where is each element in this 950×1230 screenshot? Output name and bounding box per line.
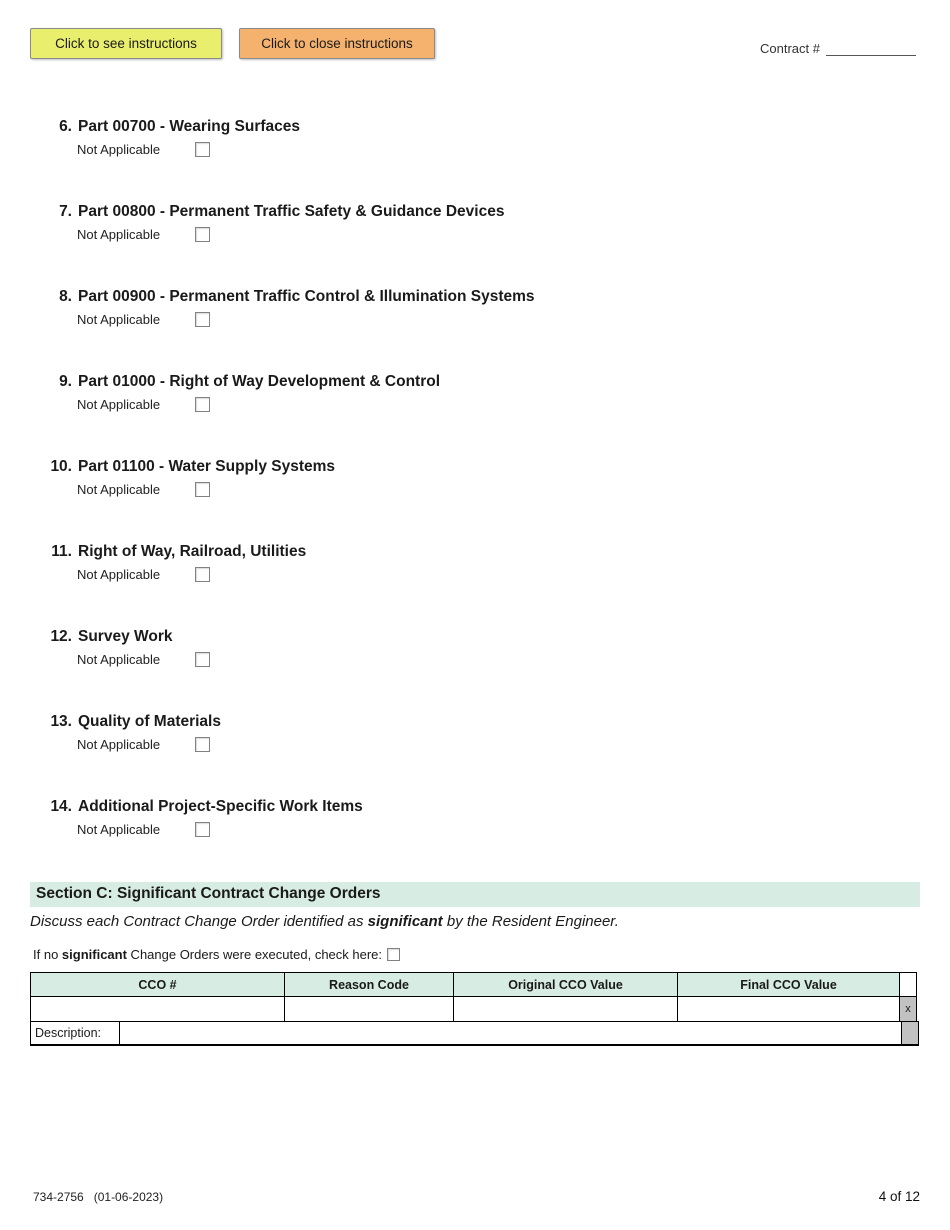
not-applicable-label: Not Applicable [77, 822, 161, 837]
checklist-items [0, 117, 950, 837]
item-title: Additional Project-Specific Work Items [78, 798, 363, 815]
description-label: Description: [30, 1021, 120, 1046]
item-number: 10. [50, 458, 72, 475]
item-number: 9. [59, 373, 72, 390]
cco-description-row [30, 1021, 921, 1046]
not-applicable-checkbox[interactable] [195, 227, 210, 242]
reason-code-input[interactable] [284, 996, 454, 1022]
description-input[interactable] [119, 1021, 902, 1046]
item-number: 6. [59, 118, 72, 135]
cco-table-row [30, 996, 921, 1022]
contract-number-label: Contract # [760, 41, 820, 56]
form-revision-date: (01-06-2023) [93, 1190, 164, 1204]
not-applicable-label: Not Applicable [77, 227, 161, 242]
instruction-text: by the Resident Engineer. [442, 913, 619, 930]
not-applicable-checkbox[interactable] [195, 822, 210, 837]
not-applicable-checkbox[interactable] [195, 737, 210, 752]
item-title: Part 01100 - Water Supply Systems [78, 458, 336, 475]
item-title: Right of Way, Railroad, Utilities [78, 543, 307, 560]
not-applicable-checkbox[interactable] [195, 652, 210, 667]
instruction-text-bold: significant [367, 913, 443, 930]
delete-column-header [899, 972, 917, 997]
section-c-header: Section C: Significant Contract Change Orders [30, 882, 920, 907]
item-number: 8. [59, 288, 72, 305]
contract-number-area [760, 40, 916, 56]
item-title: Part 00900 - Permanent Traffic Control & Illumination Systems [78, 288, 535, 305]
form-number [33, 1190, 163, 1204]
item-number: 14. [50, 798, 72, 815]
item-14 [30, 797, 950, 837]
original-value-input[interactable] [453, 996, 678, 1022]
contract-number-input[interactable] [826, 40, 916, 56]
item-9 [30, 372, 950, 412]
item-title: Part 00700 - Wearing Surfaces [78, 118, 300, 135]
description-delete-cell[interactable] [901, 1021, 919, 1046]
cco-number-input[interactable] [30, 996, 285, 1022]
not-applicable-checkbox[interactable] [195, 397, 210, 412]
item-title: Part 01000 - Right of Way Development & Control [78, 373, 441, 390]
item-number: 11. [51, 543, 72, 560]
close-instructions-button[interactable]: Click to close instructions [239, 28, 435, 59]
not-applicable-checkbox[interactable] [195, 142, 210, 157]
not-applicable-label: Not Applicable [77, 567, 161, 582]
item-title: Part 00800 - Permanent Traffic Safety & Guidance Devices [78, 203, 505, 220]
no-cco-checkbox[interactable] [387, 948, 400, 961]
no-cco-check-line [33, 947, 920, 962]
final-value-header: Final CCO Value [677, 972, 900, 997]
section-c-instruction [30, 913, 920, 930]
item-number: 13. [50, 713, 72, 730]
item-7 [30, 202, 950, 242]
page-number: 4 of 12 [878, 1189, 920, 1204]
see-instructions-button[interactable]: Click to see instructions [30, 28, 222, 59]
check-line-text: Change Orders were executed, check here: [126, 947, 383, 962]
page-footer [33, 1189, 920, 1204]
item-6 [30, 117, 950, 157]
not-applicable-checkbox[interactable] [195, 312, 210, 327]
top-toolbar [0, 0, 950, 59]
cco-number-header: CCO # [30, 972, 285, 997]
check-line-text-bold: significant [61, 947, 127, 962]
check-line-text: If no [33, 947, 62, 962]
not-applicable-label: Not Applicable [77, 737, 161, 752]
item-13 [30, 712, 950, 752]
not-applicable-label: Not Applicable [77, 652, 161, 667]
item-title: Survey Work [78, 628, 173, 645]
not-applicable-label: Not Applicable [77, 397, 161, 412]
delete-row-button[interactable]: x [899, 996, 917, 1022]
item-number: 12. [50, 628, 72, 645]
section-c [0, 882, 950, 1046]
final-value-input[interactable] [677, 996, 900, 1022]
reason-code-header: Reason Code [284, 972, 454, 997]
item-10 [30, 457, 950, 497]
not-applicable-checkbox[interactable] [195, 567, 210, 582]
form-number-text: 734-2756 [33, 1190, 84, 1204]
item-12 [30, 627, 950, 667]
not-applicable-checkbox[interactable] [195, 482, 210, 497]
item-number: 7. [59, 203, 72, 220]
item-title: Quality of Materials [78, 713, 221, 730]
original-value-header: Original CCO Value [453, 972, 678, 997]
item-8 [30, 287, 950, 327]
cco-table [30, 972, 921, 1046]
not-applicable-label: Not Applicable [77, 142, 161, 157]
not-applicable-label: Not Applicable [77, 312, 161, 327]
not-applicable-label: Not Applicable [77, 482, 161, 497]
instruction-text: Discuss each Contract Change Order identified as [30, 913, 368, 930]
item-11 [30, 542, 950, 582]
cco-table-header-row [30, 972, 921, 997]
